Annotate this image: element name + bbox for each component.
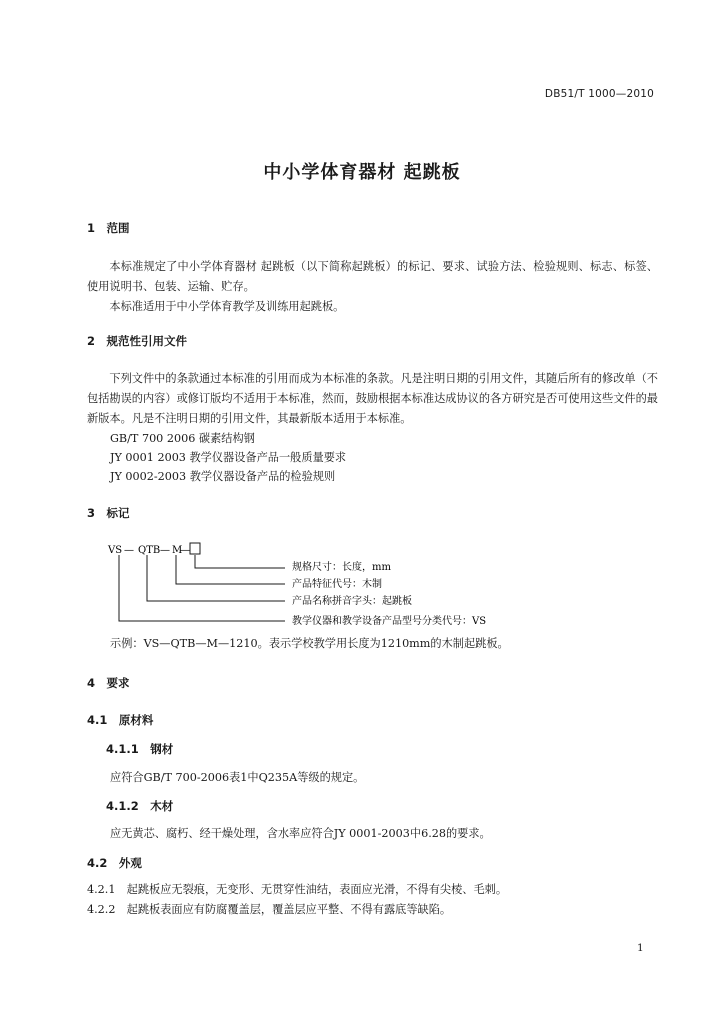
code-dash-3: — bbox=[180, 545, 190, 556]
code-dash-1: — bbox=[124, 545, 134, 556]
reference-3: JY 0002-2003 教学仪器设备产品的检验规则 bbox=[110, 470, 336, 483]
code-m: M bbox=[172, 545, 183, 556]
marking-diagram bbox=[100, 538, 520, 630]
section-2-paragraph-1: 下列文件中的条款通过本标准的引用而成为本标准的条款。凡是注明日期的引用文件，其随后所有的修改单（不包括勘误的内容）或修订版均不适用于本标准，然而，鼓励根据本标准达成协议的各方研究是否可使用这些文件的最新版本。凡是不注明日期的引用文件，其最新版本适用于本标准。 bbox=[87, 372, 658, 425]
code-vs: VS bbox=[108, 545, 123, 556]
standard-number: DB51/T 1000—2010 bbox=[544, 88, 654, 100]
section-1-paragraph-1: 本标准规定了中小学体育器材 起跳板（以下简称起跳板）的标记、要求、试验方法、检验规则、标志、标签、使用说明书、包装、运输、贮存。 bbox=[87, 260, 658, 293]
section-4-1-2-heading: 4.1.2 木材 bbox=[106, 799, 174, 813]
section-4-1-heading: 4.1 原材料 bbox=[87, 713, 154, 727]
size-placeholder-box bbox=[190, 543, 200, 554]
leader-line-1 bbox=[195, 555, 285, 568]
section-1-heading: 1 范围 bbox=[87, 221, 130, 235]
label-classification: 教学仪器和教学设备产品型号分类代号：VS bbox=[292, 616, 487, 627]
marking-example: 示例：VS—QTB—M—1210。表示学校教学用长度为1210mm的木制起跳板。 bbox=[110, 637, 509, 650]
section-4-2-1-text: 4.2.1 起跳板应无裂痕，无变形、无贯穿性油结，表面应光滑，不得有尖棱、毛刺。 bbox=[87, 883, 508, 896]
reference-2: JY 0001 2003 教学仪器设备产品一般质量要求 bbox=[110, 451, 347, 464]
section-3-heading: 3 标记 bbox=[87, 506, 130, 520]
section-4-heading: 4 要求 bbox=[87, 676, 130, 690]
reference-1: GB/T 700 2006 碳素结构钢 bbox=[110, 432, 255, 445]
leader-line-2 bbox=[176, 555, 285, 584]
document-title: 中小学体育器材 起跳板 bbox=[263, 162, 461, 183]
section-4-2-heading: 4.2 外观 bbox=[87, 856, 142, 870]
leader-line-3 bbox=[147, 555, 285, 601]
section-4-1-1-heading: 4.1.1 钢材 bbox=[106, 742, 174, 756]
section-1-paragraph-2: 本标准适用于中小学体育教学及训练用起跳板。 bbox=[109, 300, 345, 313]
leader-line-4 bbox=[119, 555, 285, 621]
page-number: 1 bbox=[637, 942, 644, 954]
label-feature-code: 产品特征代号：木制 bbox=[292, 579, 382, 590]
section-4-1-2-text: 应无黄芯、腐朽、经干燥处理，含水率应符合JY 0001-2003中6.28的要求。 bbox=[110, 827, 491, 840]
section-4-2-2-text: 4.2.2 起跳板表面应有防腐覆盖层，覆盖层应平整、不得有露底等缺陷。 bbox=[87, 903, 452, 916]
section-4-1-1-text: 应符合GB/T 700-2006表1中Q235A等级的规定。 bbox=[110, 771, 365, 784]
code-dash-2: — bbox=[160, 545, 170, 556]
code-qtb: QTB bbox=[138, 545, 161, 556]
label-product-name: 产品名称拼音字头：起跳板 bbox=[292, 596, 412, 607]
label-size: 规格尺寸：长度，mm bbox=[292, 562, 391, 573]
section-2-heading: 2 规范性引用文件 bbox=[87, 334, 188, 348]
